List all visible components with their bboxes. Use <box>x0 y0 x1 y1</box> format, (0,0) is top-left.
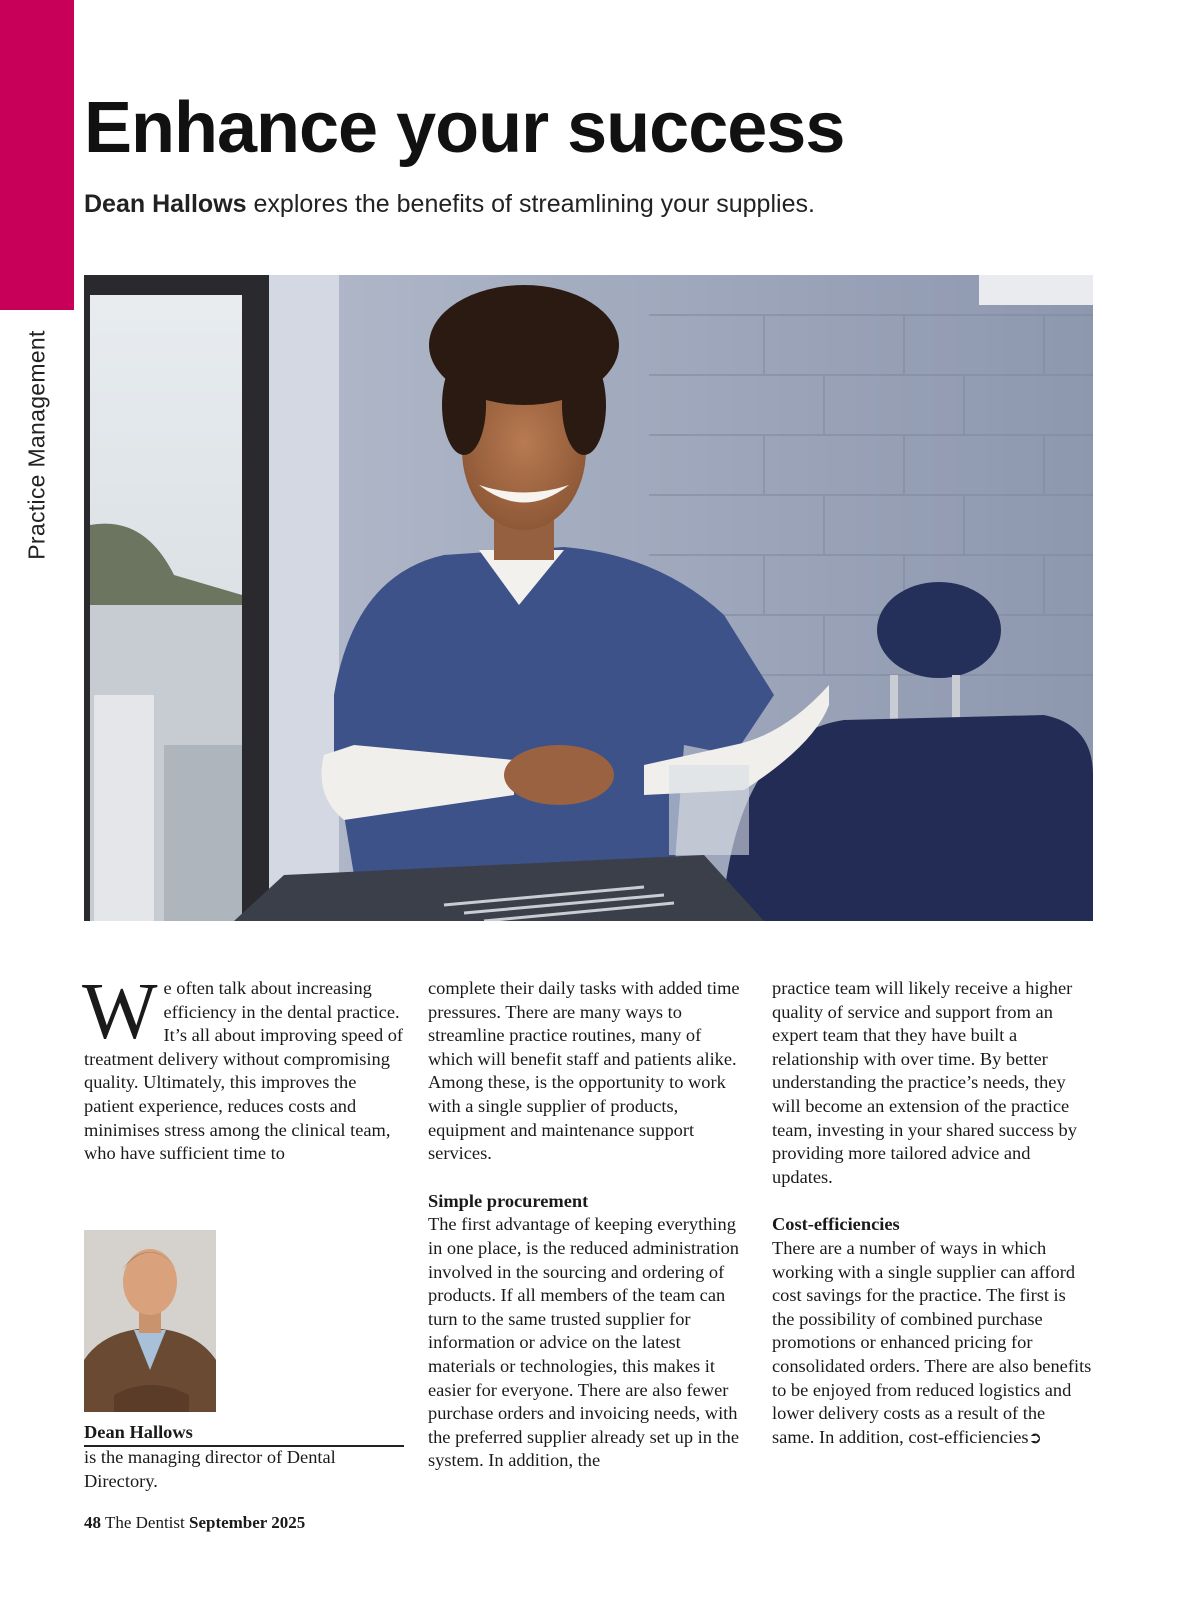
continue-arrow-icon: ➲ <box>1028 1427 1042 1447</box>
section-label <box>0 320 74 570</box>
paragraph: practice team will likely receive a higher quality of service and support from an expert team that they have built a relationship with over time. By better understanding the practice’s needs, they will become an extension of the practice team, investing in your shared success by providing more tailored advice and updates. <box>772 978 1077 1187</box>
body-column-2 <box>428 977 748 1473</box>
standfirst-author: Dean Hallows <box>84 190 247 218</box>
section-color-tab <box>0 0 74 310</box>
standfirst <box>84 186 815 222</box>
issue-date: September 2025 <box>188 1513 306 1532</box>
intro-paragraph <box>82 968 404 1166</box>
paragraph <box>772 1237 1092 1449</box>
subhead-cost-efficiencies: Cost-efficiencies <box>772 1214 900 1235</box>
drop-cap: W <box>82 968 158 1056</box>
section-label-text: Practice Management <box>23 330 50 560</box>
body-column-3 <box>772 977 1092 1449</box>
subhead-simple-procurement: Simple procurement <box>428 1190 589 1211</box>
body-column-1 <box>82 968 404 1166</box>
author-bio: is the managing director of Dental Directory. <box>84 1447 336 1491</box>
standfirst-text: explores the benefits of streamlining your supplies. <box>246 190 815 218</box>
page-footer <box>84 1512 305 1534</box>
article-title: Enhance your success <box>84 88 845 168</box>
author-name: Dean Hallows <box>84 1421 404 1447</box>
page-number: 48 <box>84 1513 101 1532</box>
intro-text: e often talk about increasing efficiency in the dental practice. It’s all about improving speed of treatment delivery without compromising quality. Ultimately, this improves the patient experience, reduces costs and minimises stress among the clinical team, who have sufficient time to <box>84 978 404 1164</box>
author-portrait-photo <box>84 1230 216 1412</box>
publication-name: The Dentist <box>101 1513 189 1532</box>
paragraph: The first advantage of keeping everything in one place, is the reduced administration involved in the sourcing and ordering of products. If all members of the team can turn to the same trusted supplier for information or advice on the latest materials or technologies, this makes it easier for everyone. There are also fewer purchase orders and invoicing needs, with the preferred supplier already set up in the system. In addition, the <box>428 1214 740 1471</box>
paragraph-text: There are a number of ways in which working with a single supplier can afford cost savings for the practice. The first is the possibility of combined purchase promotions or enhanced pricing for consolidated orders. There are also benefits to be enjoyed from reduced logistics and lower delivery costs as a result of the same. In addition, cost-efficiencies <box>772 1237 1092 1447</box>
hero-photo <box>84 275 1093 921</box>
paragraph: complete their daily tasks with added time pressures. There are many ways to streamline practice routines, many of which will benefit staff and patients alike. Among these, is the opportunity to work with a single supplier of products, equipment and maintenance support services. <box>428 978 740 1164</box>
